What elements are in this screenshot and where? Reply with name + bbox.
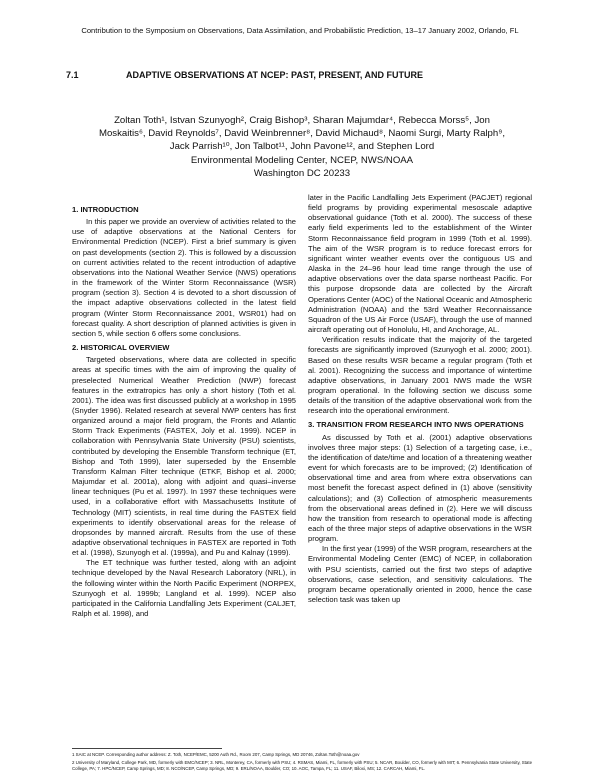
conference-header: Contribution to the Symposium on Observations, Data Assimilation, and Probabilistic Prediction, 13–17 January 2002, Orlando, FL xyxy=(81,26,519,35)
footnotes xyxy=(72,752,540,774)
author-list: Zoltan Toth¹, Istvan Szunyogh², Craig Bishop³, Sharan Majumdar⁴, Rebecca Morss⁵, Jon Moskaitis⁶, David Reynolds⁷, David Weinbrenner⁸, David Michaud⁸, Naomi Surgi, Marty Ralph⁹, Jack Parrish¹⁰, Jon Talbot¹¹, John Pavone¹², and Stephen Lord xyxy=(98,115,505,153)
paragraph: As discussed by Toth et al. (2001) adaptive observations involves three major steps: (1) Selection of a targeting case, i.e., the identification of date/time and location of a threatening weather event for which forecasts are to be improved; (2) Identification of observational time and area from where extra observations can most benefit the forecast aspect defined in (1) above (sensitivity calculations); and (3) Collection of atmospheric measurements from the observational areas defined in (2). Here we will discuss how the transition from research to operational mode is affecting each of the three major steps of adaptive observations in the WSR program. xyxy=(308,432,532,544)
paragraph: Verification results indicate that the majority of the targeted forecasts are significantly improved (Szunyogh et al. 2000; 2001). Based on these results WSR became a regular program (Toth et al. 2001). Recognizing the success and importance of wintertime adaptive observations, in January 2001 NWS made the WSR program operational. In the following section we discuss some details of the transition of the adaptive observational work from the research into the operational environment. xyxy=(308,335,532,416)
section-heading-history: 2. HISTORICAL OVERVIEW xyxy=(72,343,170,353)
paragraph: The ET technique was further tested, along with an adjoint technique developed by the Naval Research Laboratory (NRL), in the following winter within the North Pacific Experiment (NORPEX, Szunyogh et al. 1999b; Langland et al. 1999). NCEP also participated in the California Landfalling Jets Experiment (CALJET, Ralph et al. 1998), and xyxy=(72,558,296,619)
paper-title: ADAPTIVE OBSERVATIONS AT NCEP: PAST, PRESENT, AND FUTURE xyxy=(126,70,424,80)
paragraph: In this paper we provide an overview of activities related to the use of adaptive observations at the National Centers for Environmental Prediction (NCEP). First a brief summary is given on past developments (section 2). This is followed by a discussion on current activities related to the recent introduction of adaptive observations into the National Weather Service (NWS) operations in the framework of the Winter Storm Reconnaissance (WSR) program (section 3). Section 4 is devoted to a short discussion of the impact adaptive observations collected in the latest field program (Winter Storm Reconnaissance 2001, WSR01) had on forecast quality. A short description of planned activities is given in section 5, while section 6 offers some conclusions. xyxy=(72,217,296,338)
author-block xyxy=(92,114,512,180)
paper-number: 7.1 xyxy=(66,70,79,80)
right-column xyxy=(308,193,532,605)
section-heading-introduction: 1. INTRODUCTION xyxy=(72,205,139,214)
location: Washington DC 20233 xyxy=(253,167,351,179)
footnote: 1 SAIC at NCEP. Corresponding author address: Z. Toth, NCEP/EMC, 5200 Auth Rd., Room 207, Camp Springs, MD 20746, Zoltan.Toth@noaa.gov xyxy=(72,752,360,757)
section-heading-transition: 3. TRANSITION FROM RESEARCH INTO NWS OPERATIONS xyxy=(308,420,524,430)
paragraph: later in the Pacific Landfalling Jets Experiment (PACJET) regional field programs by providing experimental mesoscale adaptive observational guidance (Toth et al. 2000). The success of these early field experiments led to the establishment of the Winter Storm Reconnaissance field program in 1999 (Toth et al. 1999). The aim of the WSR program is to reduce forecast errors for significant winter weather events over the contiguous US and Alaska in the 24–96 hour lead time range through the use of adaptive observations over the data sparse northeast Pacific. For this purpose dropsonde data are collected by the Aircraft Operations Center (AOC) of the National Oceanic and Atmospheric Administration (NOAA) and the 53rd Weather Reconnaissance Squadron of the US Air Force (USAF), through the use of manned aircraft operating out of Honolulu, HI, and Anchorage, AL. xyxy=(308,193,533,335)
footnote: 2 University of Maryland, College Park, MD, formerly with EMC/NCEP; 3. NRL, Monterey, CA, formerly with PSU; 4. RSMAS, Miami, FL, formerly with PSU; 5. NCAR, Boulder, CO, formerly with MIT; 6. Pennsylvania State University, State College, PA; 7. HPC/NCEP, Camp Springs, MD; 8. NCO/NCEP, Camp Springs, MD; 9. ERL/NOAA, Boulder, CO; 10. AOC, Tampa, FL; 11. USAF, Biloxi, MS; 12. CARCAH, Miami, FL. xyxy=(72,760,533,771)
paragraph: In the first year (1999) of the WSR program, researchers at the Environmental Modeling Center (EMC) of NCEP, in collaboration with PSU scientists, carried out the first two steps of adaptive observations, case selection, and sensitivity calculations. The program became operationally oriented in 2000, hence the case selection task was taken up xyxy=(308,544,532,605)
left-column xyxy=(72,205,296,619)
paragraph: Targeted observations, where data are collected in specific areas at specific times with the aim of improving the quality of preselected Numerical Weather Prediction (NWP) forecast features in the extratropics has only a short history (Toth et al. 2001). The idea was first discussed publicly at a workshop in 1995 (Snyder 1996). Related research at several NWP centers has first organized around a major field program, the Fronts and Atlantic Storm Track Experiments (FASTEX, Joly et al. 1999). NCEP in collaboration with Pennsylvania State University (PSU) scientists, contributed by developing the Ensemble Transform technique (ET, Bishop and Toth 1999), later superseded by the Ensemble Transform Kalman Filter technique (ETKF, Bishop et al. 2000; Majumdar et al. 2001a), along with adjoint and quasi–inverse linear techniques (Pu et al. 1997). In 1997 these techniques were used, in a collaborative effort with Massachusetts Institute of Technology (MIT) scientists, in real time during the FASTEX field experiments to identify observational areas for the release of dropsondes by manned aircraft. Results from the use of these adaptive observational techniques in FASTEX are reported in Toth et al. (1998), Szunyogh et al. (1999a), and Pu and Kalnay (1999). xyxy=(72,355,296,558)
paper-title-row xyxy=(66,70,536,80)
footnote-rule xyxy=(72,748,222,749)
affiliation: Environmental Modeling Center, NCEP, NWS/NOAA xyxy=(190,154,414,166)
